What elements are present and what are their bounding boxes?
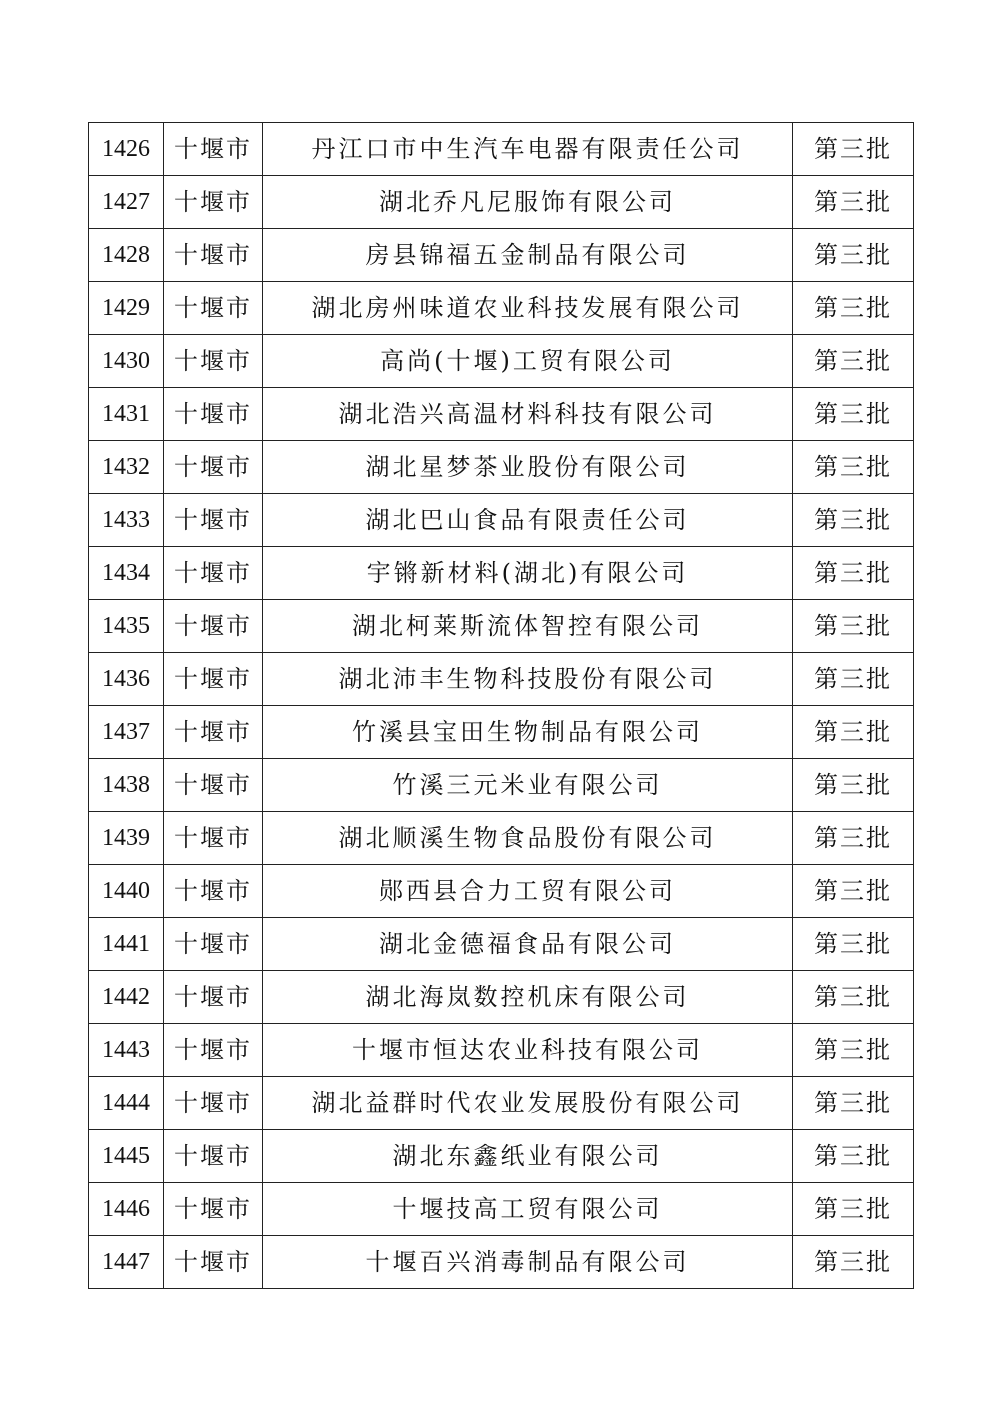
row-number-cell: 1433 [89,494,164,547]
batch-cell: 第三批 [793,1024,914,1077]
batch-cell: 第三批 [793,759,914,812]
table-row [89,918,914,971]
row-number-cell: 1427 [89,176,164,229]
row-number-cell: 1446 [89,1183,164,1236]
city-cell: 十堰市 [164,123,263,176]
table-row [89,1183,914,1236]
company-name-cell: 十堰市恒达农业科技有限公司 [263,1024,793,1077]
row-number-cell: 1444 [89,1077,164,1130]
batch-cell: 第三批 [793,706,914,759]
row-number-cell: 1443 [89,1024,164,1077]
city-cell: 十堰市 [164,1130,263,1183]
city-cell: 十堰市 [164,176,263,229]
city-cell: 十堰市 [164,918,263,971]
row-number-cell: 1437 [89,706,164,759]
table-row [89,1130,914,1183]
company-name-cell: 湖北柯莱斯流体智控有限公司 [263,600,793,653]
batch-cell: 第三批 [793,1236,914,1289]
row-number-cell: 1428 [89,229,164,282]
company-name-cell: 十堰百兴消毒制品有限公司 [263,1236,793,1289]
table-row [89,494,914,547]
city-cell: 十堰市 [164,1024,263,1077]
table-row [89,547,914,600]
company-name-cell: 高尚(十堰)工贸有限公司 [263,335,793,388]
table-row [89,971,914,1024]
city-cell: 十堰市 [164,971,263,1024]
company-name-cell: 竹溪三元米业有限公司 [263,759,793,812]
city-cell: 十堰市 [164,865,263,918]
batch-cell: 第三批 [793,335,914,388]
row-number-cell: 1434 [89,547,164,600]
row-number-cell: 1435 [89,600,164,653]
row-number-cell: 1439 [89,812,164,865]
city-cell: 十堰市 [164,812,263,865]
batch-cell: 第三批 [793,282,914,335]
company-name-cell: 湖北东鑫纸业有限公司 [263,1130,793,1183]
table-row [89,176,914,229]
batch-cell: 第三批 [793,123,914,176]
city-cell: 十堰市 [164,229,263,282]
batch-cell: 第三批 [793,918,914,971]
table-row [89,759,914,812]
row-number-cell: 1430 [89,335,164,388]
company-name-cell: 湖北星梦茶业股份有限公司 [263,441,793,494]
company-name-cell: 湖北金德福食品有限公司 [263,918,793,971]
company-name-cell: 湖北乔凡尼服饰有限公司 [263,176,793,229]
table-row [89,1236,914,1289]
batch-cell: 第三批 [793,600,914,653]
city-cell: 十堰市 [164,335,263,388]
city-cell: 十堰市 [164,1077,263,1130]
city-cell: 十堰市 [164,653,263,706]
company-name-cell: 郧西县合力工贸有限公司 [263,865,793,918]
company-name-cell: 湖北巴山食品有限责任公司 [263,494,793,547]
batch-cell: 第三批 [793,1183,914,1236]
row-number-cell: 1429 [89,282,164,335]
city-cell: 十堰市 [164,441,263,494]
batch-cell: 第三批 [793,971,914,1024]
table-row [89,706,914,759]
table-body [89,123,914,1289]
city-cell: 十堰市 [164,547,263,600]
table-row [89,335,914,388]
batch-cell: 第三批 [793,1130,914,1183]
table-row [89,1024,914,1077]
company-name-cell: 湖北浩兴高温材料科技有限公司 [263,388,793,441]
row-number-cell: 1440 [89,865,164,918]
batch-cell: 第三批 [793,388,914,441]
table-row [89,388,914,441]
city-cell: 十堰市 [164,706,263,759]
company-list-table [88,122,914,1289]
row-number-cell: 1441 [89,918,164,971]
row-number-cell: 1438 [89,759,164,812]
row-number-cell: 1431 [89,388,164,441]
company-name-cell: 十堰技高工贸有限公司 [263,1183,793,1236]
city-cell: 十堰市 [164,494,263,547]
company-name-cell: 湖北海岚数控机床有限公司 [263,971,793,1024]
company-name-cell: 竹溪县宝田生物制品有限公司 [263,706,793,759]
row-number-cell: 1447 [89,1236,164,1289]
batch-cell: 第三批 [793,441,914,494]
batch-cell: 第三批 [793,176,914,229]
company-name-cell: 湖北沛丰生物科技股份有限公司 [263,653,793,706]
city-cell: 十堰市 [164,1236,263,1289]
company-name-cell: 宇锵新材料(湖北)有限公司 [263,547,793,600]
row-number-cell: 1442 [89,971,164,1024]
row-number-cell: 1436 [89,653,164,706]
company-name-cell: 房县锦福五金制品有限公司 [263,229,793,282]
table-row [89,865,914,918]
company-name-cell: 湖北房州味道农业科技发展有限公司 [263,282,793,335]
table-row [89,812,914,865]
batch-cell: 第三批 [793,229,914,282]
batch-cell: 第三批 [793,653,914,706]
city-cell: 十堰市 [164,600,263,653]
city-cell: 十堰市 [164,759,263,812]
batch-cell: 第三批 [793,494,914,547]
row-number-cell: 1432 [89,441,164,494]
row-number-cell: 1426 [89,123,164,176]
company-name-cell: 丹江口市中生汽车电器有限责任公司 [263,123,793,176]
table-row [89,1077,914,1130]
row-number-cell: 1445 [89,1130,164,1183]
city-cell: 十堰市 [164,282,263,335]
batch-cell: 第三批 [793,812,914,865]
table-row [89,600,914,653]
table-row [89,282,914,335]
company-name-cell: 湖北顺溪生物食品股份有限公司 [263,812,793,865]
batch-cell: 第三批 [793,865,914,918]
batch-cell: 第三批 [793,1077,914,1130]
batch-cell: 第三批 [793,547,914,600]
city-cell: 十堰市 [164,388,263,441]
table-row [89,653,914,706]
table-row [89,441,914,494]
table-row [89,123,914,176]
city-cell: 十堰市 [164,1183,263,1236]
table-row [89,229,914,282]
company-name-cell: 湖北益群时代农业发展股份有限公司 [263,1077,793,1130]
